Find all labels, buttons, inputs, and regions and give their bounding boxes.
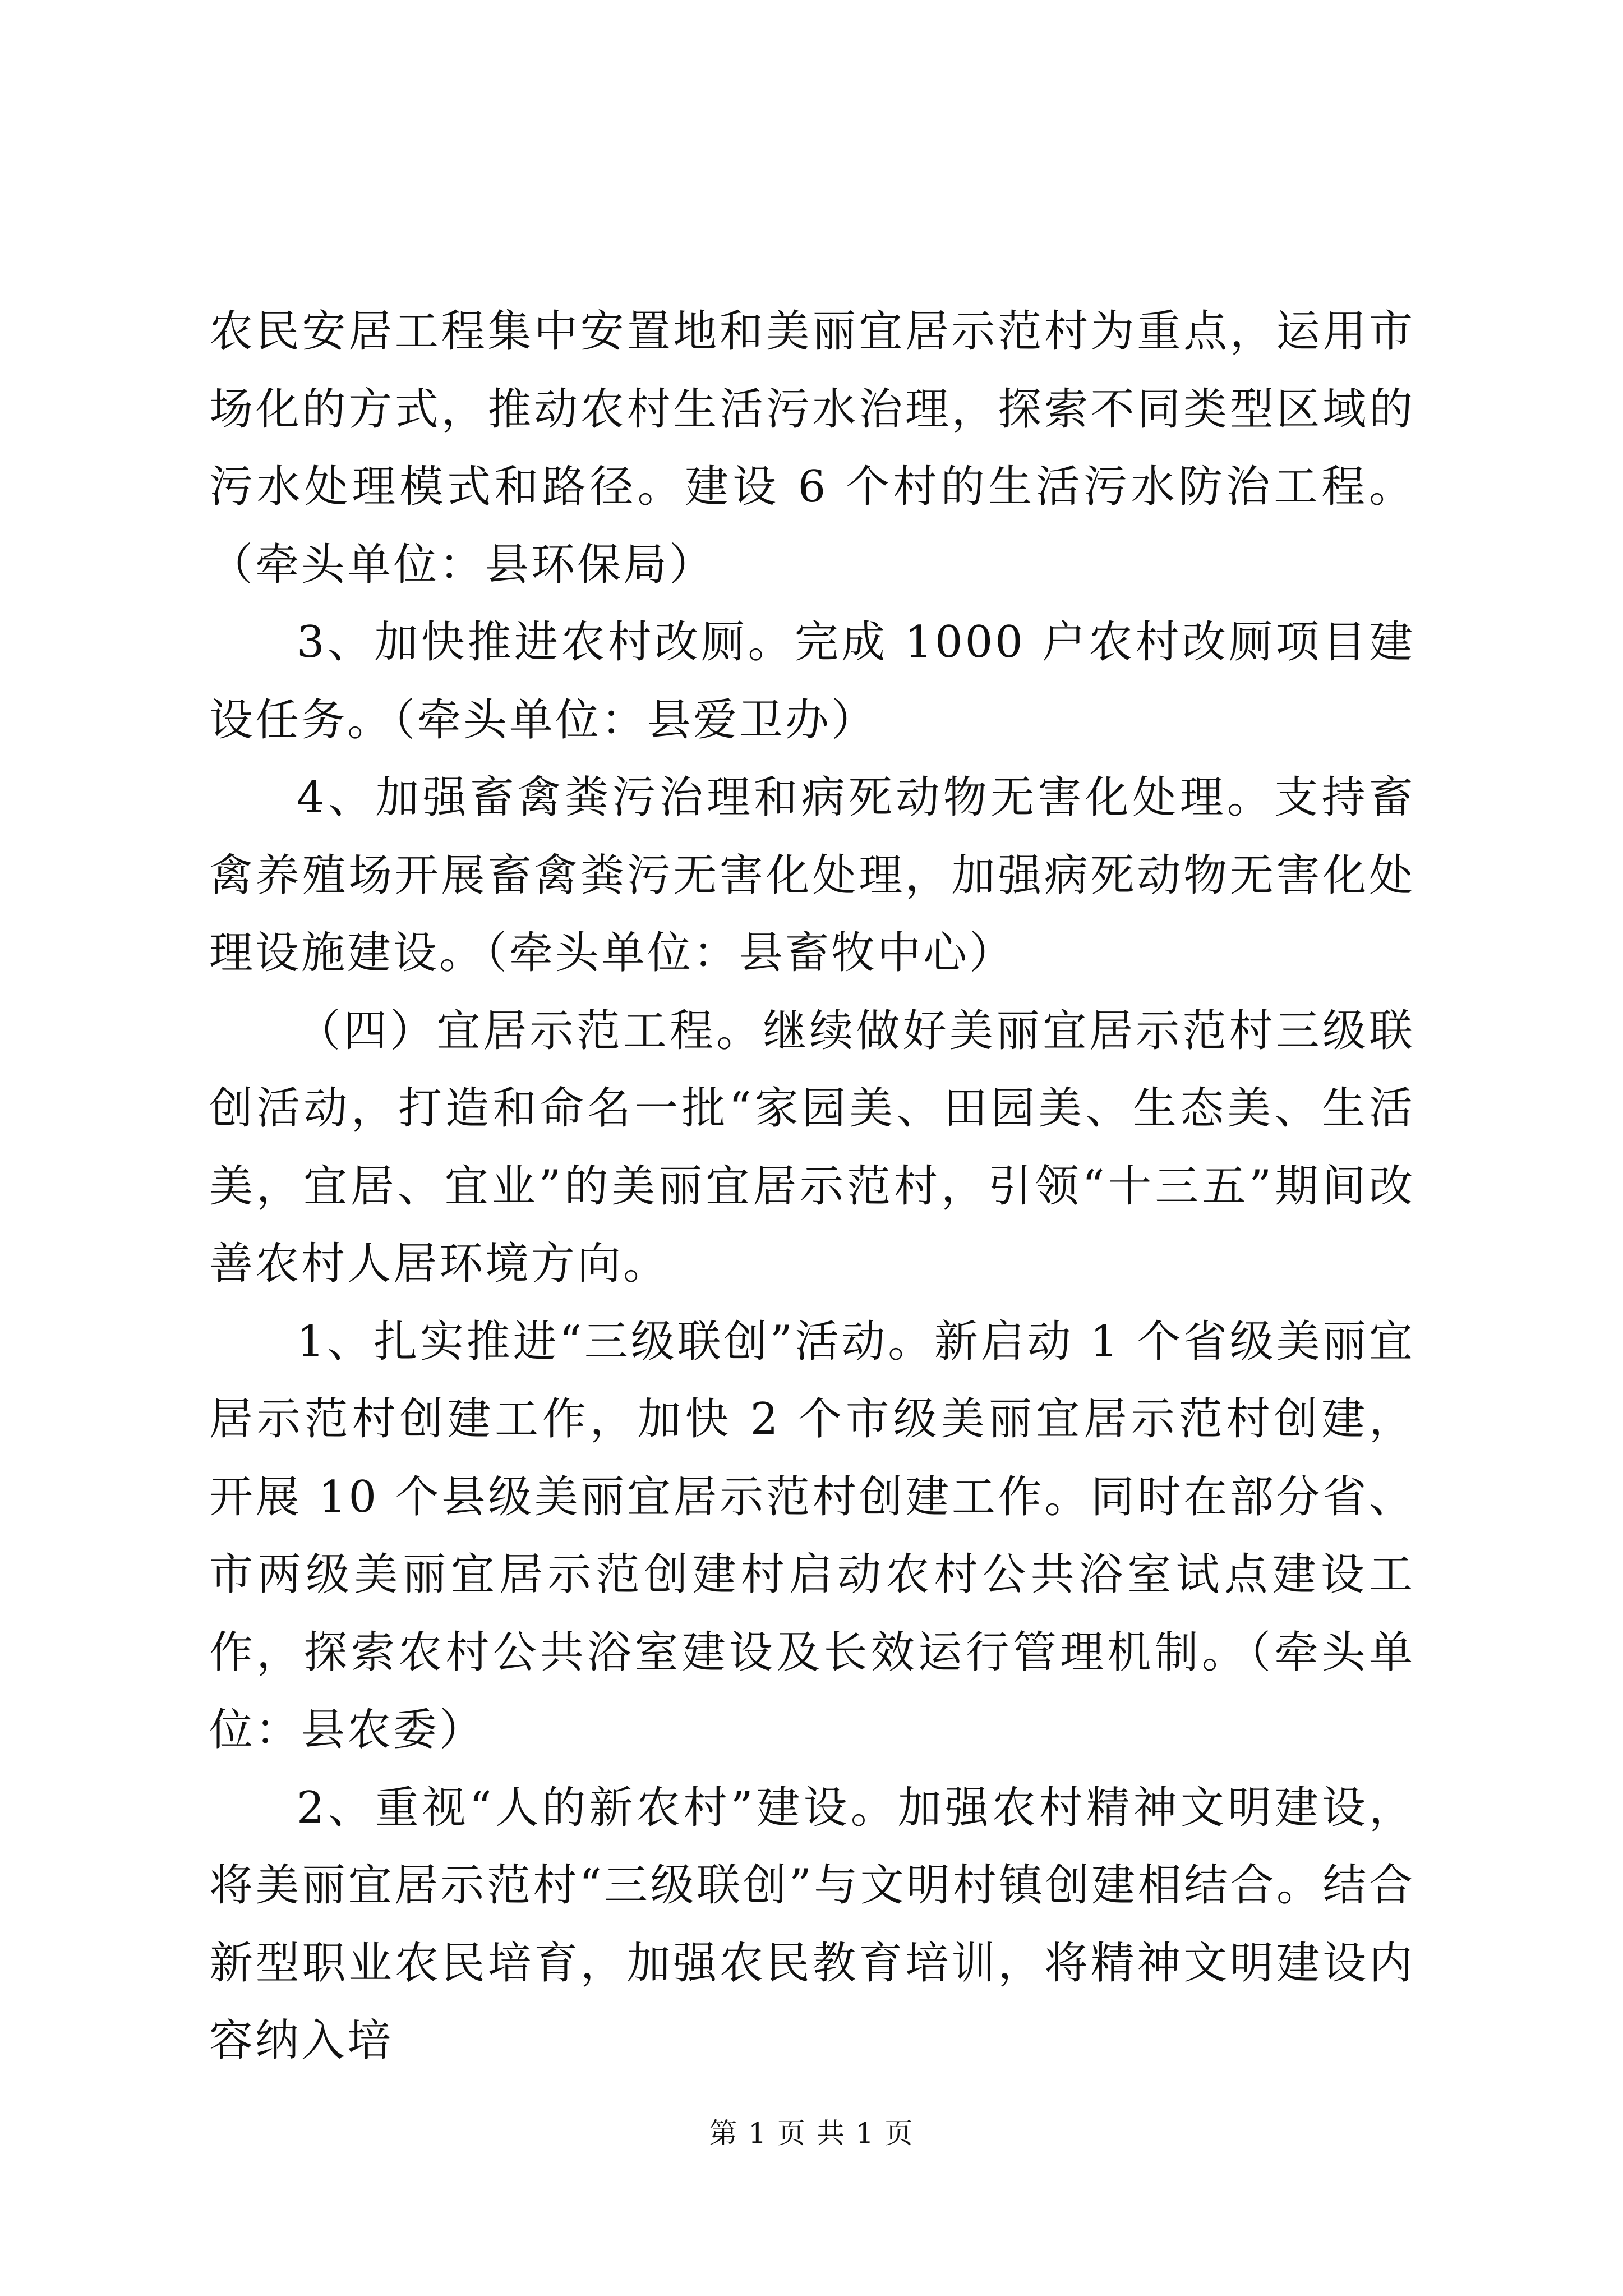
- paragraph-sewage-treatment: 农民安居工程集中安置地和美丽宜居示范村为重点，运用市场化的方式，推动农村生活污水治理，探索不同类型区域的污水处理模式和路径。建设 6 个村的生活污水防治工程。（牵头单位：县环保局）: [209, 306, 1415, 590]
- paragraph-livable-demonstration: （四）宜居示范工程。继续做好美丽宜居示范村三级联创活动，打造和命名一批“家园美、田园美、生态美、生活美，宜居、宜业”的美丽宜居示范村，引领“十三五”期间改善农村人居环境方向。: [209, 1005, 1415, 1289]
- page-number-footer: 第 1 页 共 1 页: [709, 2117, 914, 2150]
- paragraph-new-countryside: 2、重视“人的新农村”建设。加强农村精神文明建设，将美丽宜居示范村“三级联创”与文明村镇创建相结合。结合新型职业农民培育，加强农民教育培训，将精神文明建设内容纳入培: [209, 1782, 1415, 2066]
- paragraph-livestock-waste: 4、加强畜禽粪污治理和病死动物无害化处理。支持畜禽养殖场开展畜禽粪污无害化处理，加强病死动物无害化处理设施建设。（牵头单位：县畜牧中心）: [209, 772, 1415, 978]
- paragraph-toilet-renovation: 3、加快推进农村改厕。完成 1000 户农村改厕项目建设任务。（牵头单位：县爱卫办）: [209, 617, 1415, 746]
- document-body: [209, 293, 1415, 2080]
- paragraph-three-level-creation: 1、扎实推进“三级联创”活动。新启动 1 个省级美丽宜居示范村创建工作，加快 2 个市级美丽宜居示范村创建，开展 10 个县级美丽宜居示范村创建工作。同时在部分省、市两级美丽宜居示范创建村启动农村公共浴室试点建设工作，探索农村公共浴室建设及长效运行管理机制。（牵头单位：县农委）: [209, 1316, 1415, 1755]
